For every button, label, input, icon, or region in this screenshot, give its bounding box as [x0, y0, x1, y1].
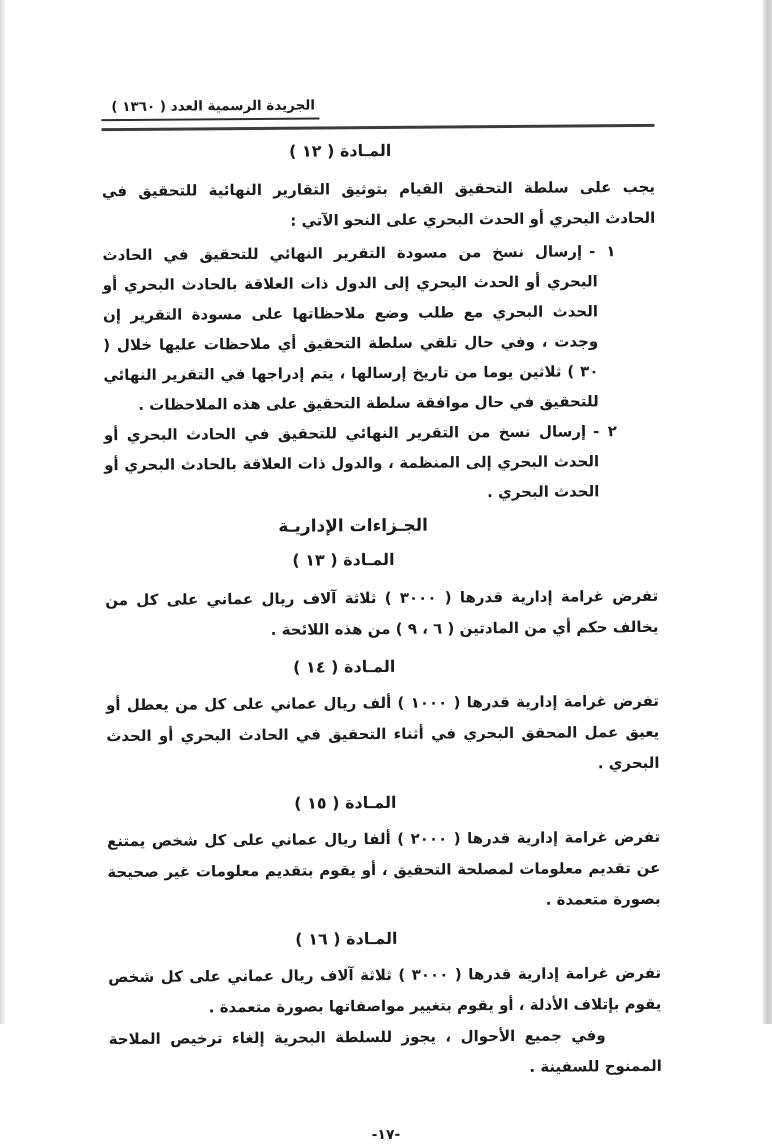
article-15-body: تفرض غرامة إدارية قدرها ( ٢٠٠٠ ) ألفا ريال عماني على كل شخص يمتنع عن تقديم معلومات لمصلحة التحقيق ، أو يقوم بتقديم معلومات غير صحيحة بصورة متعمدة .: [107, 827, 661, 909]
item-2-number: ٢ -: [593, 421, 617, 440]
article-14-body: تفرض غرامة إدارية قدرها ( ١٠٠٠ ) ألف ريال عماني على كل من يعطل أو يعيق عمل المحقق البحري في أثناء التحقيق في الحادث البحري أو الحدث البحري .: [105, 691, 660, 772]
page-right-edge: [762, 0, 772, 1024]
article-14-heading: المـادة ( ١٤ ): [293, 656, 396, 677]
gazette-title: الجريدة الرسمية العدد ( ١٣٦٠ ): [101, 96, 319, 121]
item-2-text: إرسال نسخ من التقرير النهائي للتحقيق في الحادث البحري أو الحدث البحري إلى المنظمة ، والدول ذات العلاقة بالحادث البحري أو الحدث البحري .: [103, 421, 600, 501]
page-content: [101, 0, 663, 1146]
closing-paragraph: وفي جميع الأحوال ، يجوز للسلطة البحرية إلغاء ترخيص الملاحة الممنوح للسفينة .: [108, 1025, 662, 1076]
gazette-masthead: [101, 92, 654, 121]
article-16-heading: المـادة ( ١٦ ): [295, 928, 398, 949]
article-12-heading: المـادة ( ١٢ ): [288, 140, 392, 161]
header-rule: [102, 124, 655, 131]
article-16-body: تفرض غرامة إدارية قدرها ( ٣٠٠٠ ) ثلاثة آلاف ريال عماني على كل شخص يقوم بإتلاف الأدلة ، أو يقوم بتغيير مواصفاتها بصورة متعمدة .: [108, 963, 662, 1016]
article-13-heading: المـادة ( ١٣ ): [292, 549, 395, 570]
section-heading-administrative-penalties: الجـزاءات الإداريـة: [278, 515, 428, 537]
article-12-list: [102, 235, 657, 509]
page-number: -١٧-: [371, 1126, 401, 1143]
item-1-number: ١ -: [589, 241, 616, 260]
article-12-item-1: [102, 235, 656, 419]
item-1-text: إرسال نسخ من مسودة التقرير النهائي للتحقيق في الحادث البحري أو الحدث البحري إلى الدول ذات العلاقة بالحادث البحري أو الحدث البحري مع طلب وضع ملاحظاتها على مسودة التقرير إن وجدت ، وفي حال تلقي سلطة التحقيق أي ملاحظات عليها خلال ( ٣٠ ) ثلاثين يوما من تاريخ إرسالها ، يتم إدراجها في التقرير النهائي للتحقيق في حال موافقة سلطة التحقيق على هذه الملاحظات .: [102, 241, 599, 414]
page-left-edge: [0, 0, 5, 1024]
article-15-heading: المـادة ( ١٥ ): [294, 792, 397, 813]
article-12-item-2: [104, 415, 658, 509]
article-12-intro: يجب على سلطة التحقيق القيام بتوثيق التقارير النهائية للتحقيق في الحادث البحري أو الحدث البحري على النحو الآتي :: [101, 177, 656, 230]
article-13-body: تفرض غرامة إدارية قدرها ( ٣٠٠٠ ) ثلاثة آلاف ريال عماني على كل من يخالف حكم أي من المادتين ( ٦ ، ٩ ) من هذه اللائحة .: [105, 586, 659, 639]
